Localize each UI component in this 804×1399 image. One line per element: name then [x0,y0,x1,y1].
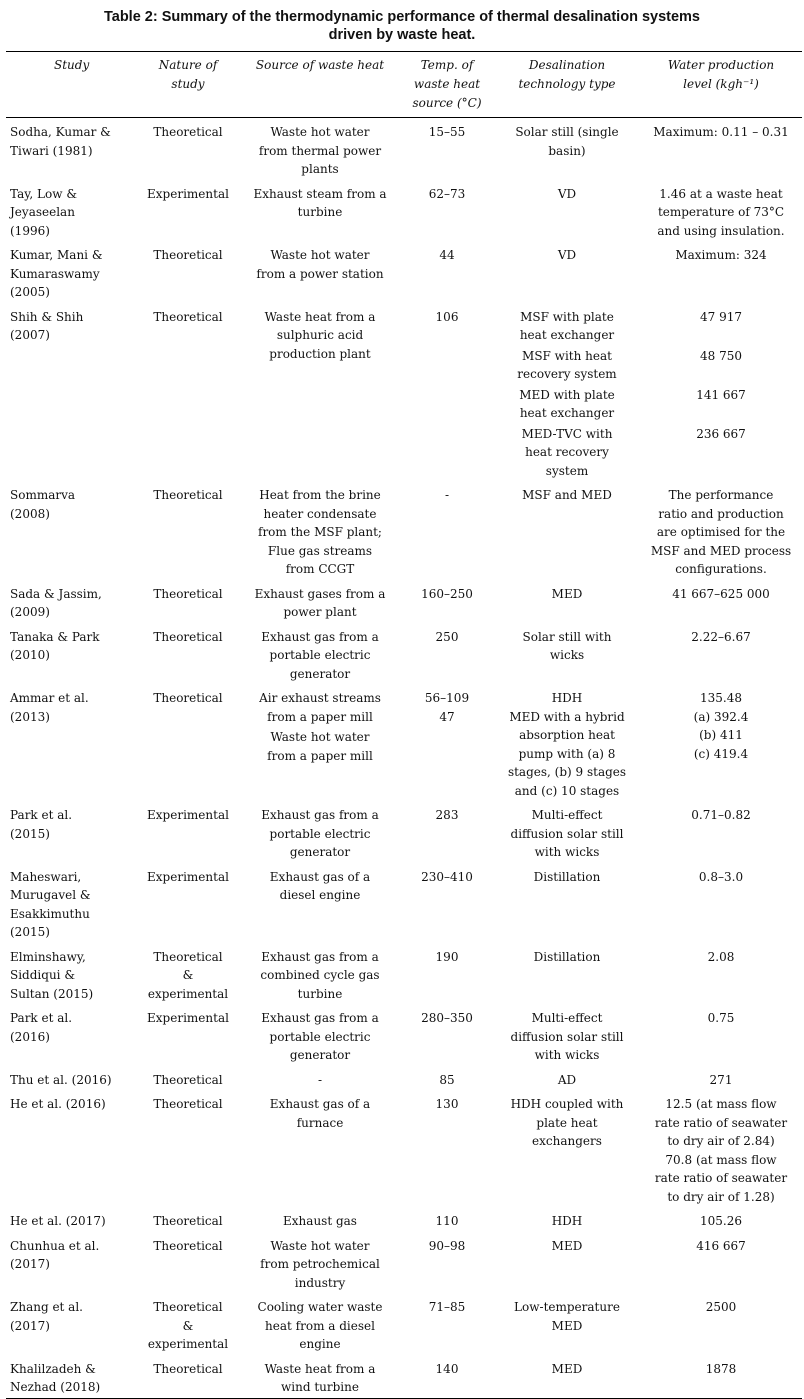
water-production-cell-entry: 2.08 [707,949,735,964]
water-production-cell-entry: 1.46 at a waste heat temperature of 73°C and using insulation. [657,186,785,238]
source-cell-entry: Exhaust gas of a furnace [269,1097,371,1130]
study-cell: Chunhua et al. (2017) [10,1238,100,1271]
table-row [6,1293,802,1355]
temperature-cell [400,1293,494,1355]
water-production-cell-entry: 2500 [705,1300,737,1314]
water-production-cell-entry: 0.71–0.82 [691,808,751,822]
technology-cell [494,1293,640,1355]
table-row [6,303,802,482]
table-row [6,801,802,863]
temperature-cell-entry: 250 [435,629,459,644]
nature-cell: Theoretical [153,629,223,644]
study-cell: Park et al. (2015) [10,808,73,841]
nature-cell: Theoretical [153,1214,223,1228]
source-cell-entry: Exhaust gas of a diesel engine [269,869,371,902]
technology-cell-entry: HDH MED with a hybrid absorption heat pump with (a) 8 stages, (b) 9 stages and (c) 10 stages [507,691,627,798]
source-cell-entry: Waste hot water from thermal power plants [258,125,382,176]
water-production-cell [640,481,802,580]
water-production-cell-entry: Maximum: 0.11 – 0.31 [653,125,789,139]
source-cell [240,801,400,863]
technology-cell [494,118,640,180]
temperature-cell-entry: 56–109 47 [424,691,470,724]
temperature-cell [400,118,494,180]
source-cell-entry: Exhaust gas from a portable electric generator [261,808,379,859]
water-production-cell-entry: 12.5 (at mass flow rate ratio of seawater to dry air of 2.84) 70.8 (at mass flow rate ratio of seawater to dry air of 1.28) [654,1097,788,1204]
source-cell-entry: Exhaust steam from a turbine [253,186,387,219]
table-row [6,180,802,242]
technology-cell [494,1232,640,1294]
water-production-cell-entry: 47 917 [700,309,742,324]
temperature-cell-entry: 110 [435,1214,459,1228]
temperature-cell-entry: 90–98 [428,1238,466,1253]
header-nature: Nature of study [158,58,218,91]
technology-cell-entry: MED-TVC with heat recovery system [521,426,613,478]
study-cell: Sodha, Kumar & Tiwari (1981) [10,125,111,158]
technology-cell [494,241,640,303]
source-cell [240,1355,400,1399]
temperature-cell-entry: 160–250 [421,586,473,601]
technology-cell-entry: Distillation [533,869,601,884]
nature-cell: Theoretical [153,1097,223,1111]
study-cell: Zhang et al. (2017) [10,1300,83,1333]
technology-cell [494,1355,640,1399]
technology-cell [494,623,640,685]
temperature-cell-entry: 71–85 [428,1300,466,1314]
technology-cell-entry: VD [557,186,577,201]
temperature-cell-entry: 15–55 [428,125,466,139]
temperature-cell-entry: 62–73 [428,186,466,201]
technology-cell-entry: MED [551,1361,583,1376]
technology-cell-entry: Multi-effect diffusion solar still with wicks [510,808,624,859]
technology-cell-entry: VD [557,248,577,262]
study-cell: Shih & Shih (2007) [10,309,84,342]
nature-cell: Theoretical [153,488,223,502]
nature-cell: Theoretical & experimental [147,949,229,1001]
study-cell: Tanaka & Park (2010) [10,629,100,662]
temperature-cell [400,1355,494,1399]
source-cell-entry: - [317,1072,323,1087]
nature-cell: Theoretical [153,586,223,601]
water-production-cell-entry: 2.22–6.67 [691,629,751,644]
table-row [6,1207,802,1232]
technology-cell-entry: MSF with plate heat exchanger [519,309,615,342]
technology-cell-entry: Multi-effect diffusion solar still with wicks [510,1011,624,1062]
study-cell: Park et al. (2016) [10,1011,73,1044]
table-title: Table 2: Summary of the thermodynamic performance of thermal desalination systems driven by waste heat. [103,9,700,43]
source-cell [240,943,400,1005]
technology-cell [494,863,640,943]
technology-cell [494,481,640,580]
header-technology: Desalination technology type [518,58,616,91]
source-cell [240,118,400,180]
source-cell-entry: Air exhaust streams from a paper mill [259,691,381,724]
temperature-cell-entry: 130 [435,1097,459,1111]
water-production-cell [640,863,802,943]
technology-cell [494,580,640,623]
study-cell: Ammar et al. (2013) [10,691,89,724]
technology-cell [494,1066,640,1091]
water-production-cell [640,118,802,180]
temperature-cell-entry: 44 [439,248,455,262]
water-production-cell [640,1066,802,1091]
study-cell: Tay, Low & Jeyaseelan (1996) [10,186,78,238]
water-production-cell-entry: 41 667–625 000 [672,586,770,601]
source-cell-entry: Exhaust gas from a combined cycle gas turbine [260,949,380,1001]
temperature-cell-entry: 190 [435,949,459,964]
technology-cell-entry: Solar still (single basin) [515,125,619,158]
temperature-cell-entry: 106 [435,309,459,324]
water-production-cell-entry: 236 667 [696,426,746,441]
temperature-cell [400,303,494,482]
technology-cell-entry: HDH coupled with plate heat exchangers [510,1097,624,1148]
temperature-cell [400,580,494,623]
table-body [6,118,802,1399]
source-cell [240,481,400,580]
table-row [6,1004,802,1066]
technology-cell-entry: MED with plate heat exchanger [519,387,615,420]
technology-cell-entry: MED [551,586,583,601]
nature-cell: Experimental [147,1011,229,1025]
header-temperature: Temp. of waste heat source (°C) [412,58,482,110]
water-production-cell-entry: 105.26 [700,1214,742,1228]
temperature-cell-entry: 283 [435,808,459,822]
table-row [6,580,802,623]
technology-cell [494,1004,640,1066]
water-production-cell [640,303,802,482]
source-cell-entry: Waste hot water from petrochemical industry [260,1238,380,1290]
source-cell [240,580,400,623]
water-production-cell [640,801,802,863]
temperature-cell-entry: 230–410 [421,869,473,884]
water-production-cell [640,180,802,242]
study-cell: Sommarva (2008) [10,488,76,521]
water-production-cell [640,684,802,801]
temperature-cell-entry: 85 [439,1072,455,1087]
technology-cell-entry: MSF with heat recovery system [517,348,617,381]
water-production-cell [640,1207,802,1232]
source-cell [240,1232,400,1294]
technology-cell [494,1207,640,1232]
table-row [6,118,802,180]
technology-cell-entry: MSF and MED [522,488,612,502]
source-cell [240,1207,400,1232]
technology-cell [494,684,640,801]
table-row [6,1090,802,1207]
study-cell: Maheswari, Murugavel & Esakkimuthu (2015) [10,869,91,939]
nature-cell: Theoretical [153,1361,223,1376]
study-cell: Sada & Jassim, (2009) [10,586,102,619]
nature-cell: Theoretical [153,1238,223,1253]
source-cell [240,684,400,801]
technology-cell-entry: AD [557,1072,577,1087]
header-source: Source of waste heat [255,58,385,72]
technology-cell [494,180,640,242]
table-row [6,481,802,580]
technology-cell-entry: Distillation [533,949,601,964]
water-production-cell-entry: 0.75 [707,1011,735,1025]
header-row [6,52,802,118]
temperature-cell-entry: - [444,488,450,502]
temperature-cell [400,623,494,685]
water-production-cell-entry: 48 750 [700,348,742,363]
source-cell [240,180,400,242]
table-row [6,1066,802,1091]
table-row [6,863,802,943]
water-production-cell [640,241,802,303]
temperature-cell-entry: 140 [435,1361,459,1376]
water-production-cell [640,943,802,1005]
water-production-cell-entry: Maximum: 324 [675,248,767,262]
source-cell-entry: Waste hot water from a power station [256,248,384,281]
table-row [6,241,802,303]
source-cell [240,1293,400,1355]
source-cell [240,623,400,685]
source-cell-entry: Exhaust gases from a power plant [254,586,386,619]
water-production-cell-entry: 1878 [705,1361,737,1376]
nature-cell: Theoretical [153,691,223,705]
table-row [6,1355,802,1399]
temperature-cell [400,481,494,580]
technology-cell-entry: MED [551,1238,583,1253]
source-cell-entry: Cooling water waste heat from a diesel engine [257,1300,383,1351]
source-cell [240,1090,400,1207]
temperature-cell [400,1232,494,1294]
source-cell-entry: Exhaust gas [283,1214,357,1228]
nature-cell: Theoretical [153,1072,223,1087]
water-production-cell [640,1293,802,1355]
study-cell: Thu et al. (2016) [10,1072,112,1087]
source-cell-entry: Exhaust gas from a portable electric generator [261,1011,379,1062]
water-production-cell-entry: 271 [709,1072,733,1087]
technology-cell [494,303,640,482]
table-row [6,623,802,685]
source-cell-entry: Waste heat from a wind turbine [264,1361,376,1394]
temperature-cell [400,1090,494,1207]
nature-cell: Theoretical [153,248,223,262]
temperature-cell [400,180,494,242]
temperature-cell [400,684,494,801]
nature-cell: Theoretical [153,309,223,324]
table-row [6,943,802,1005]
water-production-cell [640,1090,802,1207]
study-cell: Kumar, Mani & Kumaraswamy (2005) [10,248,103,299]
study-cell: Elminshawy, Siddiqui & Sultan (2015) [10,949,94,1001]
temperature-cell [400,1207,494,1232]
water-production-cell-entry: 135.48 (a) 392.4 (b) 411 (c) 419.4 [693,691,749,761]
source-cell [240,241,400,303]
water-production-cell [640,1232,802,1294]
nature-cell: Experimental [147,869,229,884]
source-cell-entry: Waste hot water from a paper mill [267,730,373,763]
technology-cell [494,943,640,1005]
water-production-cell [640,580,802,623]
technology-cell [494,1090,640,1207]
water-production-cell-entry: 141 667 [696,387,746,402]
technology-cell-entry: HDH [551,1214,583,1228]
study-cell: Khalilzadeh & Nezhad (2018) [10,1361,101,1394]
temperature-cell [400,1004,494,1066]
study-cell: He et al. (2016) [10,1097,106,1111]
waste-heat-desalination-table [6,51,802,1399]
technology-cell [494,801,640,863]
nature-cell: Theoretical & experimental [147,1300,229,1351]
study-cell: He et al. (2017) [10,1214,106,1228]
water-production-cell [640,1004,802,1066]
water-production-cell-entry: The performance ratio and production are optimised for the MSF and MED process configurations. [650,488,792,576]
source-cell [240,1004,400,1066]
temperature-cell [400,943,494,1005]
nature-cell: Theoretical [153,125,223,139]
nature-cell: Experimental [147,186,229,201]
water-production-cell-entry: 0.8–3.0 [698,869,744,884]
water-production-cell-entry: 416 667 [696,1238,746,1253]
source-cell [240,1066,400,1091]
technology-cell-entry: Low-temperature MED [514,1300,620,1333]
source-cell-entry: Waste heat from a sulphuric acid production plant [264,309,376,361]
table-row [6,1232,802,1294]
temperature-cell-entry: 280–350 [421,1011,473,1025]
water-production-cell [640,1355,802,1399]
table-row [6,684,802,801]
header-water-production: Water production level (kgh⁻¹) [667,58,775,91]
source-cell [240,863,400,943]
source-cell [240,303,400,482]
nature-cell: Experimental [147,808,229,822]
temperature-cell [400,241,494,303]
temperature-cell [400,801,494,863]
water-production-cell [640,623,802,685]
header-study: Study [54,58,90,72]
technology-cell-entry: Solar still with wicks [522,629,612,662]
source-cell-entry: Heat from the brine heater condensate from the MSF plant; Flue gas streams from CCGT [258,488,382,576]
temperature-cell [400,863,494,943]
source-cell-entry: Exhaust gas from a portable electric generator [261,629,379,681]
temperature-cell [400,1066,494,1091]
